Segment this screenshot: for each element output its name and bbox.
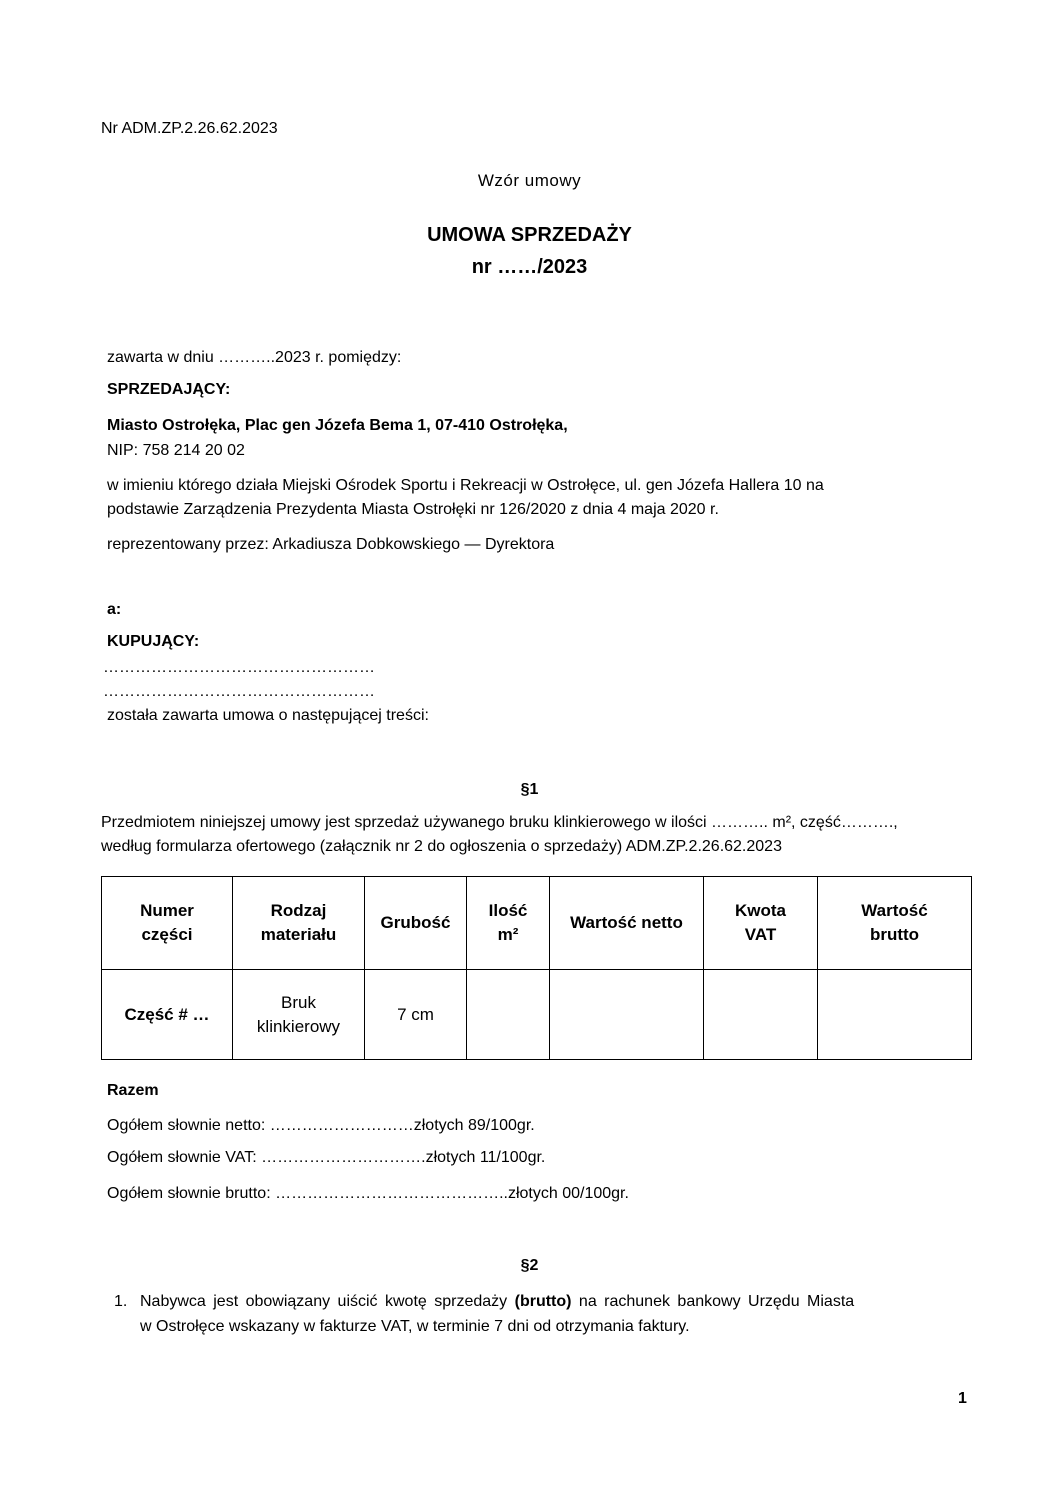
totals-vat: Ogółem słownie VAT: ………………………….złotych 11/100gr. — [107, 1149, 546, 1166]
reference-number: Nr ADM.ZP.2.26.62.2023 — [101, 120, 278, 137]
buyer-line1: …………………………………………… — [103, 659, 375, 676]
cell-quantity — [467, 970, 550, 1060]
header-cell-net-value: Wartość netto — [550, 877, 704, 970]
cell-net-value — [550, 970, 704, 1060]
header-cell-material: Rodzaj materiału — [233, 877, 365, 970]
buyer-line2: …………………………………………… — [103, 683, 375, 700]
table-row — [102, 970, 972, 1060]
totals-heading: Razem — [107, 1082, 159, 1099]
header-cell-vat-amount: Kwota VAT — [704, 877, 818, 970]
brutto-emphasis: (brutto) — [514, 1293, 572, 1310]
page-number: 1 — [958, 1390, 967, 1407]
section1-line2: według formularza ofertowego (załącznik nr 2 do ogłoszenia o sprzedaży) ADM.ZP.2.26.62.2023 — [101, 838, 782, 855]
header-cell-quantity: Ilość m² — [467, 877, 550, 970]
cell-part-number: Część # … — [102, 970, 233, 1060]
cell-gross-value — [818, 970, 972, 1060]
section2-item1-line2: w Ostrołęce wskazany w fakturze VAT, w terminie 7 dni od otrzymania faktury. — [140, 1318, 690, 1335]
template-label: Wzór umowy — [477, 171, 582, 190]
header-cell-part-number: Numer części — [102, 877, 233, 970]
section2-item1-number: 1. — [114, 1293, 128, 1310]
seller-acting-line1: w imieniu którego działa Miejski Ośrodek Sportu i Rekreacji w Ostrołęce, ul. gen Józefa Hallera 10 na — [107, 477, 824, 494]
seller-name: Miasto Ostrołęka, Plac gen Józefa Bema 1, 07-410 Ostrołęka, — [107, 417, 568, 434]
section1-heading: §1 — [520, 781, 539, 798]
document-title: UMOWA SPRZEDAŻY — [427, 224, 632, 246]
cell-vat-amount — [704, 970, 818, 1060]
contract-concluded-text: została zawarta umowa o następującej treści: — [107, 707, 429, 724]
table-header-row — [102, 877, 972, 970]
seller-heading: SPRZEDAJĄCY: — [107, 381, 231, 398]
section2-item1-line1: Nabywca jest obowiązany uiścić kwotę sprzedaży (brutto) na rachunek bankowy Urzędu Miasta — [140, 1293, 855, 1310]
section2-heading: §2 — [520, 1257, 539, 1274]
seller-acting-line2: podstawie Zarządzenia Prezydenta Miasta Ostrołęki nr 126/2020 z dnia 4 maja 2020 r. — [107, 501, 719, 518]
intro-text: zawarta w dniu ………..2023 r. pomiędzy: — [107, 349, 402, 366]
totals-brutto: Ogółem słownie brutto: ……………………………………..złotych 00/100gr. — [107, 1185, 629, 1202]
buyer-heading: KUPUJĄCY: — [107, 633, 200, 650]
cell-thickness: 7 cm — [365, 970, 467, 1060]
header-cell-thickness: Grubość — [365, 877, 467, 970]
seller-nip: NIP: 758 214 20 02 — [107, 442, 245, 459]
seller-representative: reprezentowany przez: Arkadiusza Dobkowskiego — Dyrektora — [107, 536, 555, 553]
section1-line1: Przedmiotem niniejszej umowy jest sprzedaż używanego bruku klinkierowego w ilości ……….. m², część………., — [101, 814, 898, 831]
document-number: nr ……/2023 — [471, 256, 588, 278]
cell-material: Bruk klinkierowy — [233, 970, 365, 1060]
header-cell-gross-value: Wartość brutto — [818, 877, 972, 970]
and-label: a: — [107, 601, 122, 618]
totals-netto: Ogółem słownie netto: ………………………złotych 89/100gr. — [107, 1117, 535, 1134]
parts-table — [101, 876, 972, 1060]
